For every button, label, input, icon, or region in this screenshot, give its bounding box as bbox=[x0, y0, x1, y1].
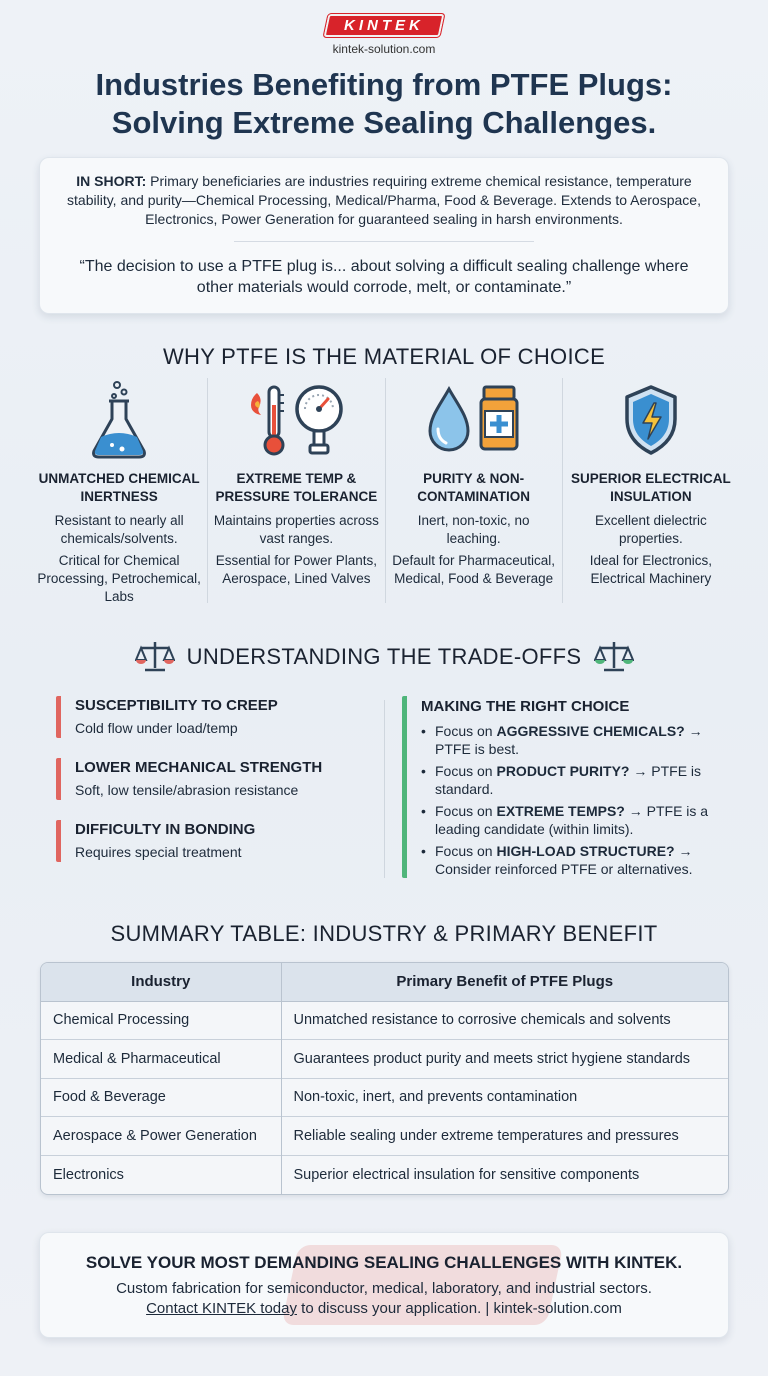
tradeoff-cons bbox=[56, 696, 376, 882]
industry-cell: Chemical Processing bbox=[41, 1001, 281, 1040]
table-row bbox=[41, 1117, 728, 1156]
list-item bbox=[421, 802, 732, 838]
industry-cell: Electronics bbox=[41, 1155, 281, 1194]
why-item-title: EXTREME TEMP & PRESSURE TOLERANCE bbox=[215, 471, 378, 504]
flask-icon bbox=[35, 378, 203, 462]
contact-link[interactable]: Contact KINTEK today bbox=[146, 1300, 297, 1317]
logo-text: KINTEK bbox=[344, 17, 424, 34]
table-row bbox=[41, 1155, 728, 1194]
kintek-logo[interactable] bbox=[324, 14, 445, 37]
site-url[interactable]: kintek-solution.com bbox=[332, 42, 436, 56]
list-item bbox=[421, 842, 732, 878]
in-short-card bbox=[39, 157, 729, 314]
industry-cell: Aerospace & Power Generation bbox=[41, 1117, 281, 1156]
column-header-industry: Industry bbox=[41, 963, 281, 1001]
cta-line-2-rest: to discuss your application. | kintek-solution.com bbox=[297, 1300, 622, 1317]
tradeoff-title: SUSCEPTIBILITY TO CREEP bbox=[75, 697, 278, 714]
pressure-gauge-icon bbox=[293, 379, 345, 461]
table-row bbox=[41, 1001, 728, 1040]
title-line-2: Solving Extreme Sealing Challenges. bbox=[111, 105, 657, 140]
why-item-use: Essential for Power Plants, Aerospace, Lined Valves bbox=[215, 553, 378, 586]
tradeoff-text: Cold flow under load/temp bbox=[75, 720, 238, 736]
tradeoff-item bbox=[56, 820, 376, 862]
medicine-bottle-icon bbox=[476, 379, 522, 461]
right-choice-list bbox=[421, 722, 732, 878]
table-row bbox=[41, 1040, 728, 1079]
choice-focus: AGGRESSIVE CHEMICALS? bbox=[496, 723, 685, 739]
table-header-row bbox=[41, 963, 728, 1001]
why-item-desc: Resistant to nearly all chemicals/solvents. bbox=[54, 513, 184, 546]
tradeoff-item bbox=[56, 758, 376, 800]
choice-pre: Focus on bbox=[435, 723, 497, 739]
list-item bbox=[421, 762, 732, 798]
in-short-label: IN SHORT: bbox=[76, 173, 147, 189]
summary-table-title: SUMMARY TABLE: INDUSTRY & PRIMARY BENEFIT bbox=[110, 921, 658, 946]
cta-card bbox=[39, 1232, 729, 1338]
why-columns bbox=[31, 378, 739, 603]
choice-pre: Focus on bbox=[435, 763, 497, 779]
cta-title: SOLVE YOUR MOST DEMANDING SEALING CHALLENGES WITH KINTEK. bbox=[85, 1253, 683, 1272]
why-item-desc: Maintains properties across vast ranges. bbox=[213, 513, 379, 546]
choice-focus: HIGH-LOAD STRUCTURE? bbox=[496, 843, 675, 859]
why-item-electrical bbox=[562, 378, 739, 603]
why-section-title: WHY PTFE IS THE MATERIAL OF CHOICE bbox=[162, 344, 606, 369]
in-short-body: Primary beneficiaries are industries requiring extreme chemical resistance, temperature stability, and purity—Chemical Processing, Medical/Pharma, Food & Beverage. Extends to Aerospace, Electronics, Power Generation for guaranteed sealing in harsh environments. bbox=[67, 173, 701, 227]
droplet-icon bbox=[426, 379, 472, 461]
choice-result: → PTFE is a leading candidate (within limits). bbox=[435, 803, 709, 837]
why-item-use: Default for Pharmaceutical, Medical, Food & Beverage bbox=[392, 553, 556, 586]
list-item bbox=[421, 722, 732, 758]
shield-bolt-icon bbox=[567, 378, 735, 462]
choice-focus: EXTREME TEMPS? bbox=[496, 803, 625, 819]
why-item-purity bbox=[385, 378, 562, 603]
choice-result: → PTFE is standard. bbox=[435, 763, 702, 797]
tradeoff-title: LOWER MECHANICAL STRENGTH bbox=[75, 759, 323, 776]
tradeoffs-section-title: UNDERSTANDING THE TRADE-OFFS bbox=[186, 644, 582, 669]
why-item-title: UNMATCHED CHEMICAL INERTNESS bbox=[38, 471, 200, 504]
why-item-temp bbox=[207, 378, 384, 603]
why-item-chemical bbox=[31, 378, 207, 603]
choice-focus: PRODUCT PURITY? bbox=[496, 763, 630, 779]
balance-scale-icon bbox=[594, 638, 634, 674]
page-title bbox=[0, 66, 768, 142]
tradeoff-text: Requires special treatment bbox=[75, 844, 242, 860]
logo-wrap bbox=[0, 14, 768, 37]
benefit-cell: Unmatched resistance to corrosive chemicals and solvents bbox=[293, 1012, 671, 1029]
why-item-title: PURITY & NON-CONTAMINATION bbox=[417, 471, 530, 504]
why-item-use: Critical for Chemical Processing, Petrochemical, Labs bbox=[37, 553, 201, 604]
industry-cell: Food & Beverage bbox=[41, 1078, 281, 1117]
cta-line-1: Custom fabrication for semiconductor, medical, laboratory, and industrial sectors. bbox=[116, 1280, 652, 1297]
droplet-bottle-icon bbox=[390, 378, 558, 462]
tradeoff-title: DIFFICULTY IN BONDING bbox=[75, 821, 256, 838]
benefit-cell: Reliable sealing under extreme temperatures and pressures bbox=[281, 1117, 728, 1156]
choice-pre: Focus on bbox=[435, 803, 497, 819]
choice-result: → Consider reinforced PTFE or alternatives. bbox=[435, 843, 693, 877]
right-choice-panel bbox=[402, 696, 732, 878]
benefit-cell: Guarantees product purity and meets strict hygiene standards bbox=[281, 1040, 728, 1079]
in-short-quote: “The decision to use a PTFE plug is... about solving a difficult sealing challenge where other materials would corrode, melt, or contaminate.” bbox=[79, 258, 689, 296]
choice-result: → PTFE is best. bbox=[435, 723, 703, 757]
choice-pre: Focus on bbox=[435, 843, 497, 859]
why-item-title: SUPERIOR ELECTRICAL INSULATION bbox=[570, 471, 731, 504]
tradeoff-divider bbox=[384, 700, 385, 878]
why-item-desc: Excellent dielectric properties. bbox=[594, 513, 707, 546]
benefit-cell: Non-toxic, inert, and prevents contamination bbox=[281, 1078, 728, 1117]
thermometer-gauge-icon bbox=[212, 378, 380, 462]
why-item-desc: Inert, non-toxic, no leaching. bbox=[417, 513, 530, 546]
why-item-use: Ideal for Electronics, Electrical Machinery bbox=[589, 553, 713, 586]
tradeoff-text: Soft, low tensile/abrasion resistance bbox=[75, 782, 299, 798]
cta-line-2 bbox=[40, 1299, 728, 1319]
title-line-1: Industries Benefiting from PTFE Plugs: bbox=[95, 67, 673, 102]
industry-cell: Medical & Pharmaceutical bbox=[41, 1040, 281, 1079]
flame-thermometer-icon bbox=[247, 379, 289, 461]
benefit-cell: Superior electrical insulation for sensitive components bbox=[281, 1155, 728, 1194]
in-short-text bbox=[60, 172, 708, 229]
table-row bbox=[41, 1078, 728, 1117]
right-choice-title: MAKING THE RIGHT CHOICE bbox=[421, 698, 630, 715]
tradeoff-item bbox=[56, 696, 376, 738]
column-header-benefit: Primary Benefit of PTFE Plugs bbox=[281, 963, 728, 1001]
summary-table bbox=[40, 962, 729, 1195]
in-short-divider bbox=[234, 241, 534, 242]
